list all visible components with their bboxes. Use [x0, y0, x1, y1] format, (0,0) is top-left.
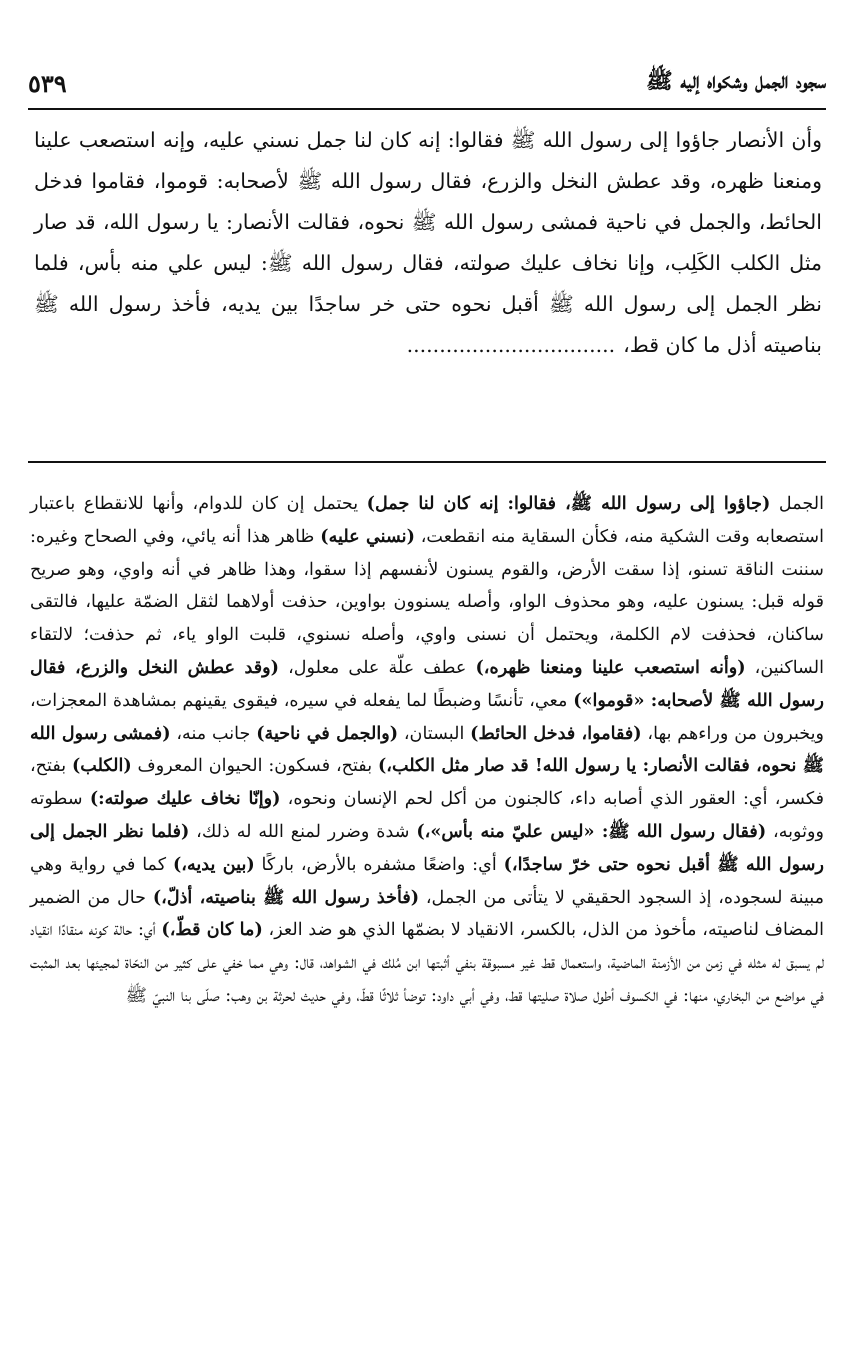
quoted-hadith-phrase: (جاؤوا إلى رسول الله ﷺ، فقالوا: إنه كان لنا جمل) — [366, 493, 771, 514]
commentary-paragraph — [30, 488, 824, 1013]
page-number: ٥٣٩ — [28, 68, 67, 98]
page-header — [28, 58, 826, 108]
commentary-text — [30, 488, 824, 1013]
ellipsis-dots: ................................ — [406, 333, 616, 357]
quoted-hadith-phrase: (فقاموا، فدخل الحائط) — [470, 722, 642, 744]
commentary-phrase: حال من الضمير المضاف لناصيته، مأخوذ من الذل، بالكسر، الانقياد لا بضمّها الذي هو ضد العز، — [30, 887, 824, 941]
commentary-phrase: ظاهر هذا أنه يائي، وفي الصحاح وغيره: سننت الناقة تسنو، إذا سقت الأرض، والقوم يسنون لأنفسهم إذا سقوا، وهذا ظاهر في أنه واوي، وهو صريح قوله قبل: يسنون عليه، وهو محذوف الواو، وأصله يسنوون بواوين، حذفت أولاهما لثقل الضمّة عليها، فالتقى ساكنان، فحذفت لام الكلمة، ويحتمل أن نسنى واوي، وأصله نسنوي، قلبت الواو ياء، ثم حذفت؛ لالتقاء الساكنين، — [30, 526, 825, 678]
commentary-phrase: البستان، — [398, 723, 471, 744]
quoted-hadith-phrase: (ما كان قطّ،) — [161, 919, 263, 941]
commentary-phrase: أي: واضعًا مشفره بالأرض، باركًا — [254, 854, 504, 875]
hadith-text — [34, 120, 822, 366]
quoted-hadith-phrase: (فقال رسول الله ﷺ: «ليس عليّ منه بأس»،) — [416, 820, 767, 842]
quoted-hadith-phrase: (فأخذ رسول الله ﷺ بناصيته، أذلّ،) — [152, 886, 420, 908]
commentary-phrase: سطوته ووثوبه، — [30, 789, 824, 842]
quoted-hadith-phrase: (وأنه استصعب علينا ومنعنا ظهره،) — [475, 656, 746, 678]
quoted-hadith-phrase: (فلما نظر الجمل إلى رسول الله ﷺ أقبل نحوه حتى خرّ ساجدًا،) — [30, 820, 824, 875]
quoted-hadith-phrase: (والجمل في ناحية) — [256, 722, 399, 744]
quoted-hadith-phrase: (نسني عليه) — [320, 525, 415, 547]
quoted-hadith-phrase: (فمشى رسول الله ﷺ نحوه، فقالت الأنصار: يا رسول الله! قد صار مثل الكلب،) — [30, 722, 824, 777]
quoted-hadith-phrase: (الكلب) — [71, 755, 132, 777]
header-divider — [28, 108, 826, 110]
commentary-phrase: معي، تأنسًا وضبطًا لما يفعله في سيره، فيقوى يقينهم بمشاهدة المعجزات، ويخبرون من وراءهم بها، — [30, 690, 825, 744]
quoted-hadith-phrase: (وقد عطش النخل والزرع، فقال رسول الله ﷺ لأصحابه: «قوموا») — [30, 656, 824, 711]
commentary-phrase: كما في رواية وهي مبينة لسجوده، إذ السجود الحقيقي لا يتأتى من الجمل، — [30, 854, 825, 908]
hadith-paragraph — [34, 120, 822, 366]
hadith-body: وأن الأنصار جاؤوا إلى رسول الله ﷺ فقالوا: إنه كان لنا جمل نسني عليه، وإنه استصعب علينا ومنعنا ظهره، وقد عطش النخل والزرع، فقال رسول الله ﷺ لأصحابه: قوموا، فقاموا فدخل الحائط، والجمل في ناحية فمشى رسول الله ﷺ نحوه، فقالت الأنصار: يا رسول الله، قد صار مثل الكلب الكَلِب، وإنا نخاف عليك صولته، فقال رسول الله ﷺ: ليس علي منه بأس، فلما نظر الجمل إلى رسول الله ﷺ أقبل نحوه حتى خر ساجدًا بين يديه، فأخذ رسول الله ﷺ بناصيته أذل ما كان قط، — [34, 128, 822, 357]
quoted-hadith-phrase: (بين يديه،) — [172, 853, 255, 875]
commentary-phrase: جانب منه، — [170, 723, 257, 744]
commentary-phrase: بفتح، فكسر، أي: العقور الذي أصابه داء، كالجنون من أكل لحم الإنسان ونحوه، — [30, 756, 824, 810]
chapter-title: سجود الجمل وشكواه إليه ﷺ — [646, 68, 826, 94]
commentary-phrase: الجمل — [770, 494, 824, 514]
quoted-hadith-phrase: (وإنّا نخاف عليك صولته:) — [89, 788, 281, 810]
commentary-phrase: يحتمل إن كان للدوام، وأنها للانقطاع باعتبار استصعابه وقت الشكية منه، فكأن السقاية منه انقطعت، — [30, 494, 824, 547]
commentary-divider — [28, 461, 826, 463]
commentary-phrase: شدة وضرر لمنع الله له ذلك، — [189, 821, 417, 842]
commentary-phrase: أي: حالة كونه منقادًا انقياد لم يسبق له مثله في زمن من الأزمنة الماضية، واستعمال قط غير مسبوقة بنفي أثبتها ابن مُلك في الشواهد، قال: وهي مما خفي على كثير من النحّاة لمجيئها بعد المثبت في مواضع من البخاري، منها: في الكسوف أطول صلاة صليتها قط، وفي أبي داود: توضأ ثلاثًا قطّ، وفي حديث لحرثة بن وهب: صلّى بنا النبيّ ﷺ — [30, 920, 824, 1006]
commentary-phrase: بفتح، فسكون: الحيوان المعروف — [131, 756, 378, 777]
commentary-phrase: عطف علّة على معلول، — [279, 657, 476, 678]
